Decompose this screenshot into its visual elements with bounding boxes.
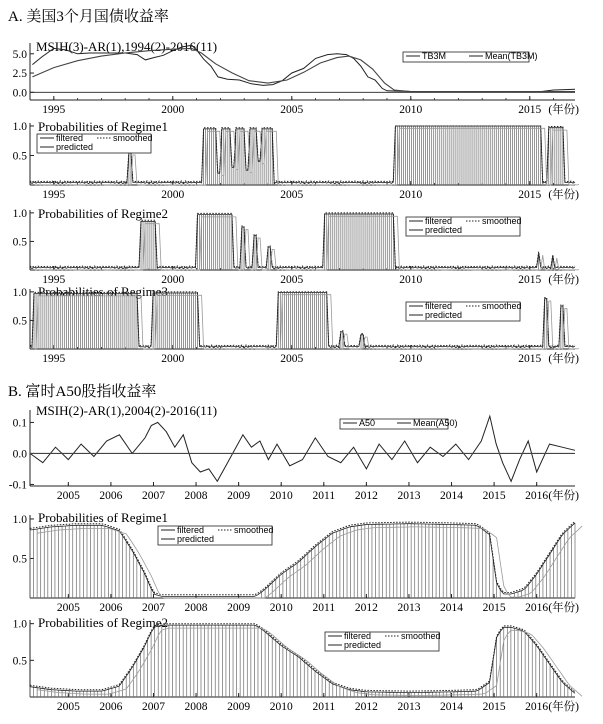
x-tick-label: 2016 — [525, 490, 549, 502]
section-a-title: A. 美国3个月国债收益率 — [8, 9, 169, 25]
x-tick-label: 2006 — [99, 701, 123, 713]
x-tick-label: 2006 — [99, 602, 123, 614]
x-tick-label: 2010 — [269, 701, 293, 713]
x-tick-label: 2013 — [397, 602, 421, 614]
x-tick-label: 2012 — [354, 701, 378, 713]
legend-label: predicted — [344, 640, 382, 650]
x-tick-label: 2015 — [518, 353, 542, 365]
legend-label: filtered — [425, 301, 453, 311]
legend-label: Mean(TB3M) — [485, 51, 538, 61]
legend-label: smoothed — [482, 301, 522, 311]
chart-a3 — [13, 206, 580, 286]
x-tick-label: 2016 — [525, 602, 549, 614]
y-tick-label: 1.0 — [12, 513, 27, 526]
x-tick-label: 2016 — [525, 701, 549, 713]
y-tick-label: 5.0 — [12, 48, 27, 61]
chart-a2 — [13, 119, 580, 201]
y-tick-label: 0.0 — [12, 87, 27, 100]
x-tick-label: 2005 — [280, 274, 304, 286]
x-tick-label: 2000 — [161, 189, 185, 201]
x-axis-unit: (年份) — [548, 701, 579, 713]
chart-title: Probabilities of Regime1 — [38, 119, 168, 134]
x-tick-label: 2010 — [399, 104, 423, 116]
x-tick-label: 2012 — [354, 490, 378, 502]
x-tick-label: 2005 — [280, 189, 304, 201]
x-tick-label: 2007 — [141, 602, 165, 614]
x-tick-label: 1995 — [42, 104, 66, 116]
legend-label: TB3M — [422, 51, 447, 61]
x-tick-label: 2010 — [269, 490, 293, 502]
series-line-A50 — [30, 416, 575, 481]
x-tick-label: 2005 — [280, 104, 304, 116]
x-axis-unit: (年份) — [548, 490, 579, 502]
x-tick-label: 2008 — [184, 701, 208, 713]
legend-label: predicted — [425, 310, 463, 320]
chart-subtitle: MSIH(2)-AR(1),2004(2)-2016(11) — [36, 403, 218, 418]
y-tick-label: 2.5 — [12, 68, 27, 81]
legend-label: filtered — [177, 525, 205, 535]
x-axis-unit: (年份) — [548, 353, 579, 365]
x-tick-label: 2000 — [161, 353, 185, 365]
chart-title: Probabilities of Regime1 — [38, 510, 168, 525]
chart-b3 — [13, 615, 582, 713]
chart-a1 — [13, 39, 580, 116]
y-tick-label: 0.1 — [12, 417, 27, 430]
x-axis-unit: (年份) — [548, 189, 579, 201]
legend-label: filtered — [425, 216, 453, 226]
legend-label: smoothed — [234, 525, 274, 535]
y-tick-label: 0.5 — [12, 236, 27, 249]
chart-subtitle: MSIH(3)-AR(1),1994(2)-2016(11) — [36, 39, 218, 54]
x-tick-label: 2008 — [184, 490, 208, 502]
x-tick-label: 2007 — [141, 701, 165, 713]
x-tick-label: 2011 — [312, 490, 336, 502]
x-tick-label: 2014 — [440, 701, 464, 713]
x-tick-label: 2005 — [280, 353, 304, 365]
legend-label: smoothed — [482, 216, 522, 226]
x-tick-label: 2015 — [518, 189, 542, 201]
chart-b1 — [9, 403, 579, 502]
x-tick-label: 2013 — [397, 490, 421, 502]
x-tick-label: 2005 — [56, 490, 80, 502]
x-tick-label: 2010 — [399, 189, 423, 201]
section-b-title: B. 富时A50股指收益率 — [8, 384, 157, 400]
x-tick-label: 2008 — [184, 602, 208, 614]
chart-a4 — [13, 284, 580, 365]
x-tick-label: 2015 — [482, 490, 506, 502]
y-tick-label: -0.1 — [8, 479, 27, 492]
legend-label: A50 — [359, 418, 376, 428]
chart-title: Probabilities of Regime3 — [38, 284, 168, 299]
x-tick-label: 2011 — [312, 701, 336, 713]
x-axis-unit: (年份) — [548, 274, 579, 286]
y-tick-label: 1.0 — [12, 286, 27, 299]
chart-title: Probabilities of Regime2 — [38, 206, 168, 221]
legend-label: predicted — [425, 225, 463, 235]
x-tick-label: 2013 — [397, 701, 421, 713]
x-tick-label: 2000 — [161, 274, 185, 286]
x-tick-label: 2015 — [482, 602, 506, 614]
x-tick-label: 2014 — [440, 490, 464, 502]
x-tick-label: 2005 — [56, 602, 80, 614]
legend-label: predicted — [177, 534, 215, 544]
x-tick-label: 2005 — [56, 701, 80, 713]
legend-label: predicted — [56, 142, 94, 152]
chart-title: Probabilities of Regime2 — [38, 615, 168, 630]
x-tick-label: 1995 — [42, 274, 66, 286]
x-tick-label: 2015 — [482, 701, 506, 713]
x-tick-label: 2014 — [440, 602, 464, 614]
legend-label: filtered — [344, 631, 372, 641]
x-tick-label: 2015 — [518, 104, 542, 116]
y-tick-label: 0.5 — [12, 655, 27, 668]
legend-label: smoothed — [113, 133, 153, 143]
x-tick-label: 2010 — [269, 602, 293, 614]
x-tick-label: 2007 — [141, 490, 165, 502]
y-tick-label: 1.0 — [12, 207, 27, 220]
y-tick-label: 1.0 — [12, 120, 27, 133]
y-tick-label: 1.0 — [12, 618, 27, 631]
x-tick-label: 1995 — [42, 189, 66, 201]
x-tick-label: 2009 — [227, 490, 251, 502]
chart-b2 — [13, 510, 582, 614]
legend-label: smoothed — [401, 631, 441, 641]
x-tick-label: 2009 — [227, 701, 251, 713]
legend-label: Mean(A50) — [413, 418, 458, 428]
x-tick-label: 2000 — [161, 104, 185, 116]
y-tick-label: 0.5 — [12, 150, 27, 163]
x-axis-unit: (年份) — [548, 104, 579, 116]
x-tick-label: 2009 — [227, 602, 251, 614]
y-tick-label: 0.5 — [12, 315, 27, 328]
y-tick-label: 0.0 — [12, 448, 27, 461]
y-tick-label: 0.5 — [12, 553, 27, 566]
x-tick-label: 2011 — [312, 602, 336, 614]
x-tick-label: 2012 — [354, 602, 378, 614]
x-tick-label: 2010 — [399, 353, 423, 365]
x-tick-label: 2006 — [99, 490, 123, 502]
legend-label: filtered — [56, 133, 84, 143]
x-axis-unit: (年份) — [548, 602, 579, 614]
x-tick-label: 2010 — [399, 274, 423, 286]
x-tick-label: 2015 — [518, 274, 542, 286]
x-tick-label: 1995 — [42, 353, 66, 365]
